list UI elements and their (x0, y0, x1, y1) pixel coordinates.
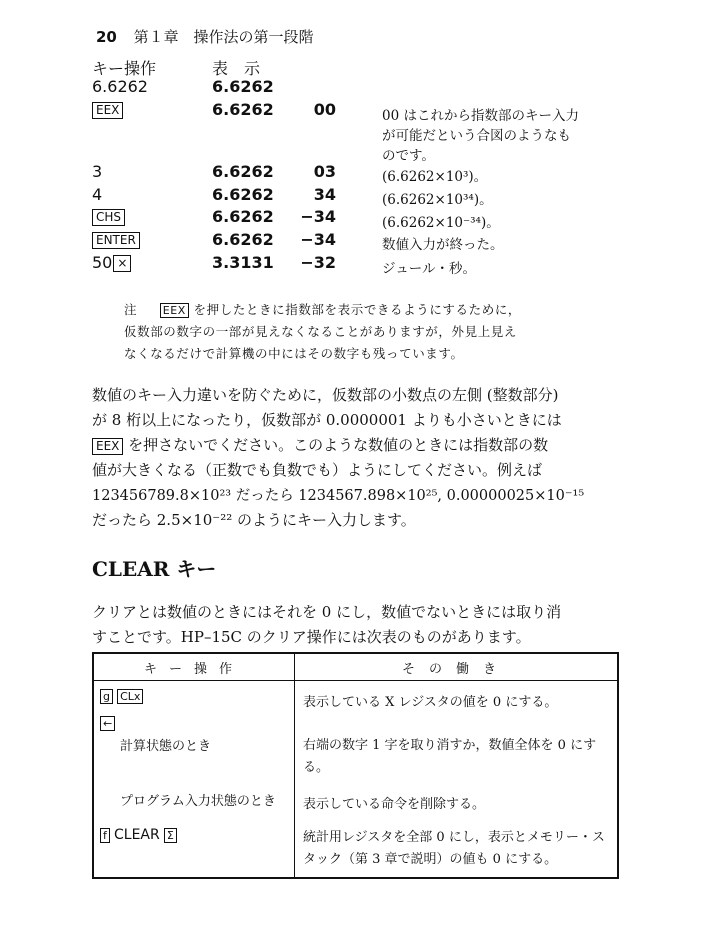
enter-key: ENTER (92, 232, 140, 249)
f-key: f (100, 828, 110, 843)
key-table-header-display: 表 示 (212, 59, 261, 78)
note-line-2: 仮数部の数字の一部が見えなくなることがありますが，外見上見え (124, 324, 518, 339)
table-row-exponent: −34 (300, 207, 336, 226)
backspace-key: ← (100, 716, 115, 731)
table-cell-effect: 統計用レジスタを全部 0 にし，表示とメモリー・スタック（第 3 章で説明）の値も 0 にする。 (303, 830, 605, 867)
table-row-exponent: 34 (313, 185, 336, 204)
page-header (96, 26, 313, 47)
clear-table-header-effect: その働き (295, 653, 619, 681)
table-row-key: 4 (92, 185, 103, 204)
clear-label: CLEAR (114, 827, 160, 843)
sigma-key: Σ (164, 828, 177, 843)
key-digits: 50 (92, 253, 113, 272)
note-line-3: なくなるだけで計算機の中にはその数字も残っています。 (124, 346, 464, 361)
table-row-comment: (6.6262×10³⁴)。 (382, 192, 493, 208)
section-title: CLEAR キー (92, 557, 217, 581)
table-cell-effect: 右端の数字 1 字を取り消すか，数値全体を 0 にする。 (303, 738, 597, 775)
table-row-comment: 00 はこれから指数部のキー入力 (382, 108, 579, 124)
table-row-mantissa: 6.6262 (212, 77, 274, 96)
paragraph-line: 値が大きくなる（正数でも負数でも）ようにしてください。例えば (92, 461, 543, 479)
table-cell-effect: 表示している命令を削除する。 (303, 797, 486, 812)
chapter-title: 操作法の第一段階 (193, 28, 314, 46)
table-row-key (92, 100, 123, 119)
paragraph-line: 123456789.8×10²³ だったら 1234567.898×10²⁵, 0.00000025×10⁻¹⁵ (92, 488, 585, 504)
table-cell-key (93, 681, 295, 711)
table-cell-key: 計算状態のとき (93, 731, 295, 787)
paragraph-line: すことです。HP–15C のクリア操作には次表のものがあります。 (92, 628, 531, 646)
table-row-exponent: 00 (313, 100, 336, 119)
table-row (93, 787, 618, 819)
paragraph-line: が 8 桁以上になったり，仮数部が 0.0000001 よりも小さいときには (92, 411, 562, 429)
paragraph-line: クリアとは数値のときにはそれを 0 にし，数値でないときには取り消 (92, 603, 562, 621)
table-cell-effect (295, 710, 619, 731)
multiply-key: × (113, 255, 131, 272)
table-row-key: 3 (92, 162, 103, 181)
table-row-key (92, 253, 131, 272)
table-cell-key (93, 819, 295, 878)
g-key: g (100, 689, 113, 704)
clear-table (92, 652, 619, 879)
table-row-exponent: −34 (300, 230, 336, 249)
table-row-mantissa: 6.6262 (212, 230, 274, 249)
table-row-mantissa: 6.6262 (212, 162, 274, 181)
note-label: 注 (124, 302, 138, 317)
chapter-label: 第１章 (133, 28, 179, 46)
paragraph-text: を押さないでください。このような数値のときには指数部の数 (128, 436, 549, 454)
clear-table-header-key: キー操作 (93, 653, 295, 681)
table-row-exponent: −32 (300, 253, 336, 272)
table-row-key (92, 230, 140, 249)
table-cell-effect: 表示している X レジスタの値を 0 にする。 (303, 695, 558, 710)
table-row (93, 819, 618, 878)
paragraph-line: だったら 2.5×10⁻²² のようにキー入力します。 (92, 511, 416, 529)
paragraph-line: 数値のキー入力違いを防ぐために，仮数部の小数点の左側 (整数部分) (92, 386, 559, 404)
table-row-comment: 数値入力が終った。 (382, 237, 504, 253)
table-row (93, 731, 618, 787)
table-row (93, 710, 618, 731)
clx-key: CLx (117, 689, 143, 704)
table-row-mantissa: 3.3131 (212, 253, 274, 272)
eex-key: EEX (92, 102, 123, 119)
paragraph-line (92, 434, 548, 455)
table-row-key (92, 207, 125, 226)
table-row-mantissa: 6.6262 (212, 185, 274, 204)
table-row-comment: が可能だという合図のようなも (382, 128, 571, 144)
chs-key: CHS (92, 209, 125, 226)
table-cell-key: プログラム入力状態のとき (93, 787, 295, 819)
page-number: 20 (96, 28, 117, 46)
table-row-comment: ジュール・秒。 (382, 261, 476, 277)
table-row-mantissa: 6.6262 (212, 100, 274, 119)
table-cell-key (93, 710, 295, 731)
eex-key: EEX (92, 438, 123, 455)
table-row-key: 6.6262 (92, 77, 148, 96)
note-text: を押したときに指数部を表示できるようにするために， (193, 302, 522, 317)
table-row (93, 681, 618, 711)
table-row-mantissa: 6.6262 (212, 207, 274, 226)
table-row-comment: のです。 (382, 148, 435, 164)
table-row-comment: (6.6262×10⁻³⁴)。 (382, 215, 500, 231)
eex-key: EEX (160, 303, 189, 318)
table-row-exponent: 03 (313, 162, 336, 181)
key-table-header-key: キー操作 (92, 59, 157, 78)
table-row-comment: (6.6262×10³)。 (382, 169, 488, 185)
note-line-1 (124, 300, 521, 318)
